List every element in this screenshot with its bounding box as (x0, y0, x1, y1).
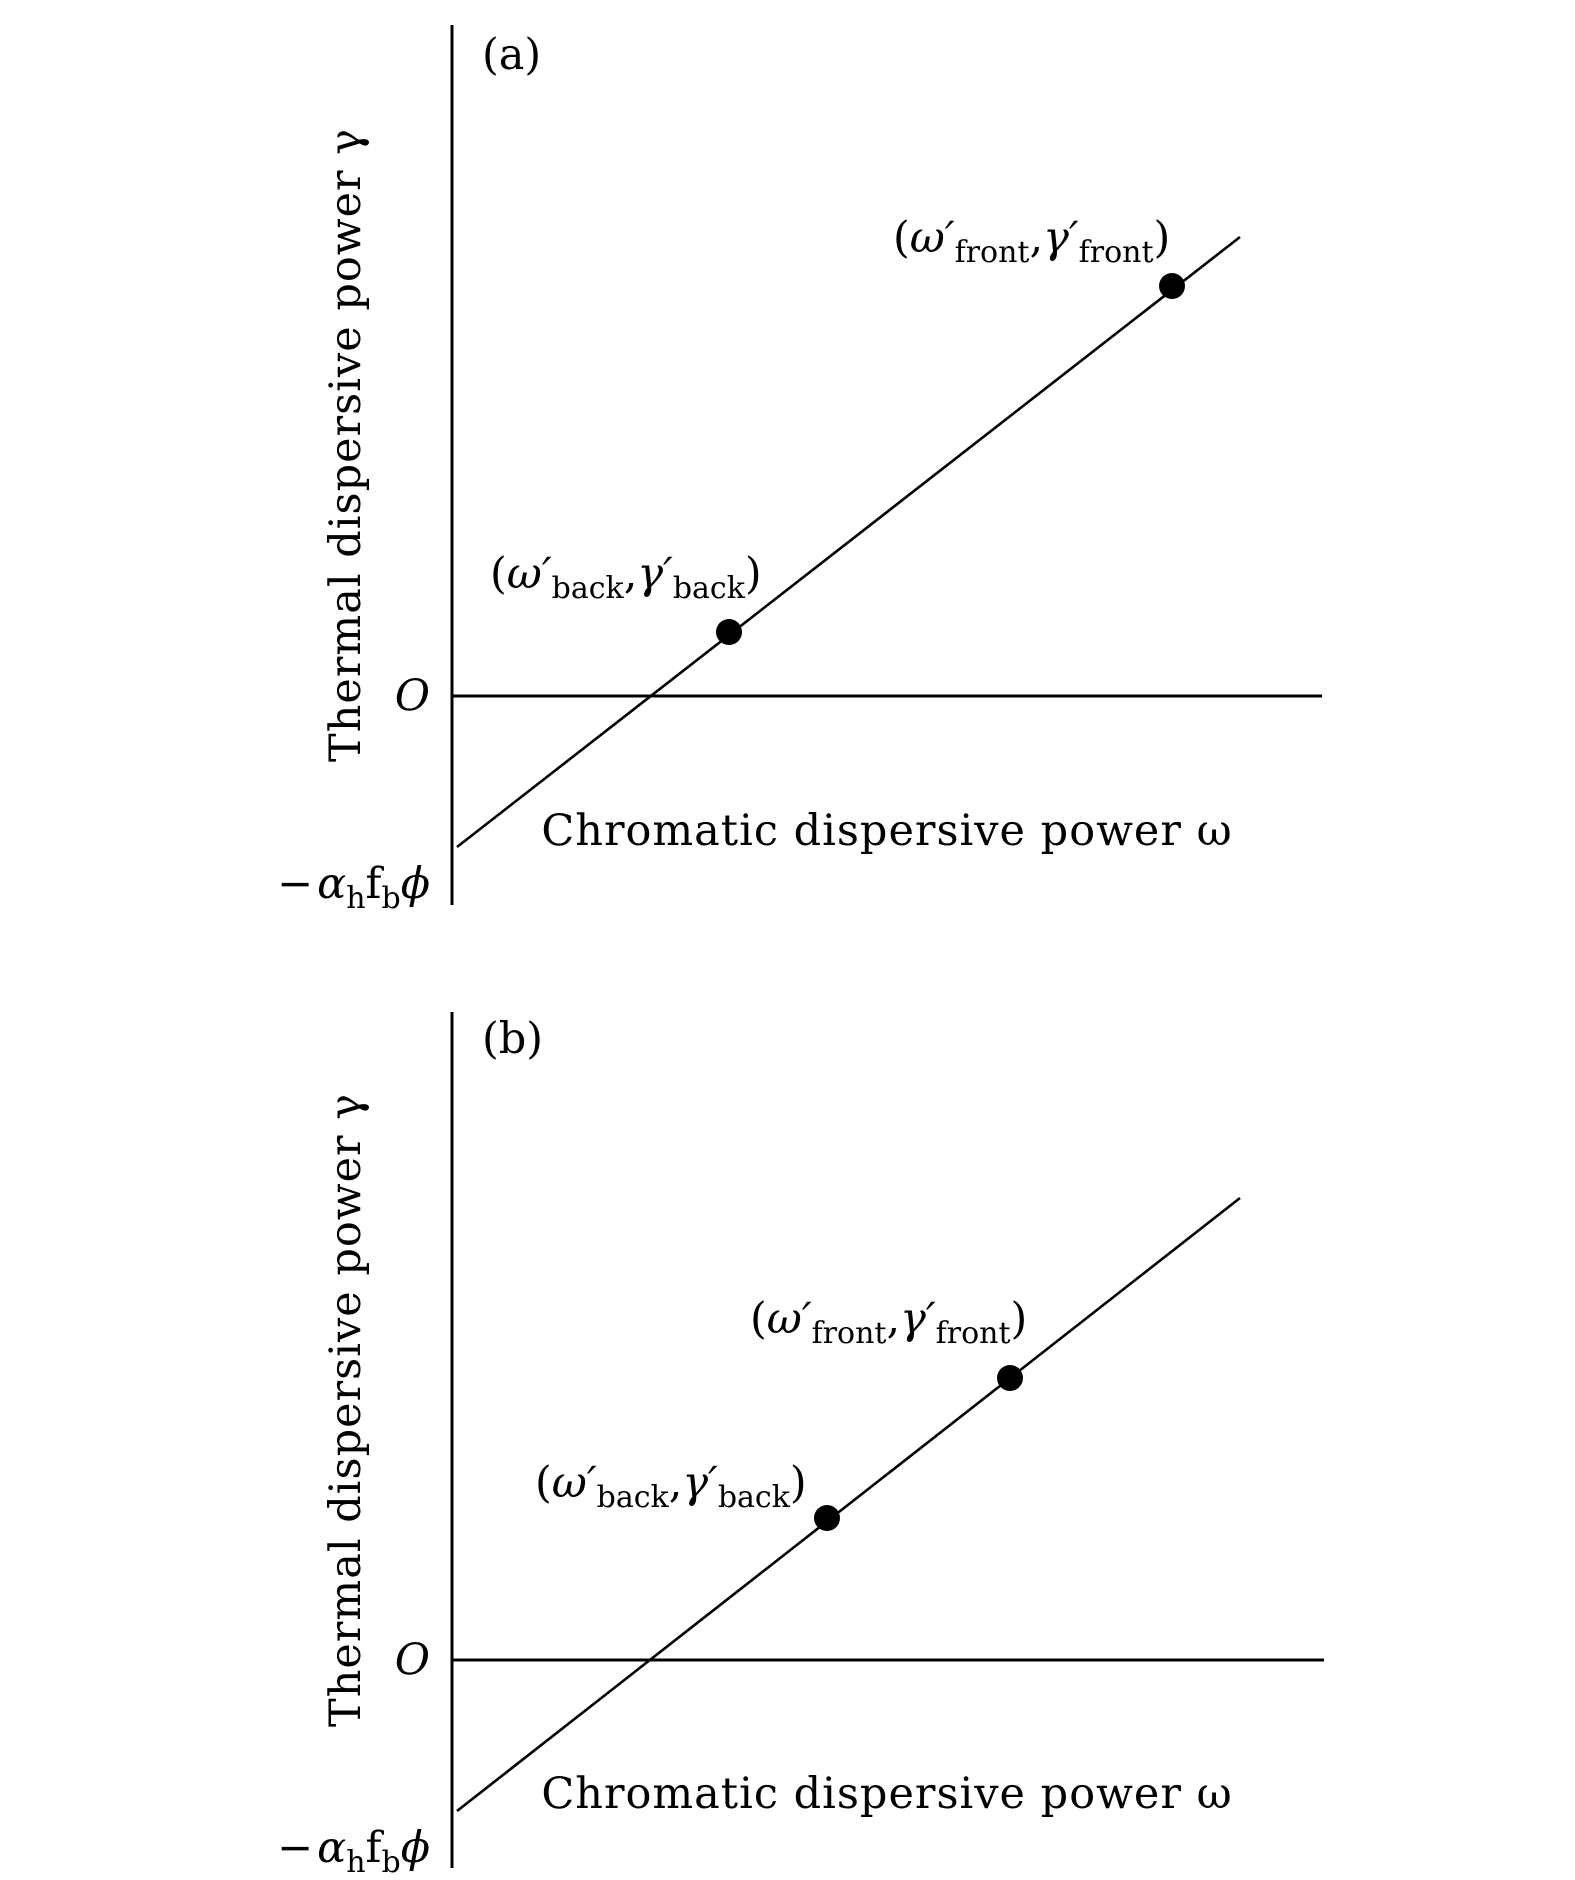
point-front-a (1159, 273, 1185, 299)
origin-label-b: O (394, 1635, 430, 1685)
panel-a (277, 25, 1322, 916)
point-back-a (716, 619, 742, 645)
x-axis-label-a: Chromatic dispersive power ω (541, 806, 1233, 856)
point-back-label-a: $(\omega'_{back},\gamma'_{back})$ (490, 549, 762, 606)
point-front-label-a: $(\omega'_{front},\gamma'_{front})$ (893, 213, 1171, 270)
y-axis-label-b: Thermal dispersive power γ (321, 1093, 371, 1727)
panel-b (277, 1012, 1324, 1880)
x-axis-label-b: Chromatic dispersive power ω (541, 1769, 1233, 1819)
y-axis-label-a: Thermal dispersive power γ (321, 128, 371, 762)
point-back-label-b: $(\omega'_{back},\gamma'_{back})$ (535, 1458, 807, 1515)
trend-line-a (457, 237, 1240, 847)
origin-label-a: O (394, 671, 430, 721)
point-back-b (814, 1505, 840, 1531)
panel-label-a: (a) (482, 30, 542, 80)
point-front-label-b: $(\omega'_{front},\gamma'_{front})$ (750, 1294, 1028, 1351)
panel-label-b: (b) (482, 1014, 544, 1064)
intercept-label-b: $-\alpha_hf_b\phi$ (277, 1823, 430, 1880)
intercept-label-a: $-\alpha_hf_b\phi$ (277, 859, 430, 916)
point-front-b (997, 1365, 1023, 1391)
